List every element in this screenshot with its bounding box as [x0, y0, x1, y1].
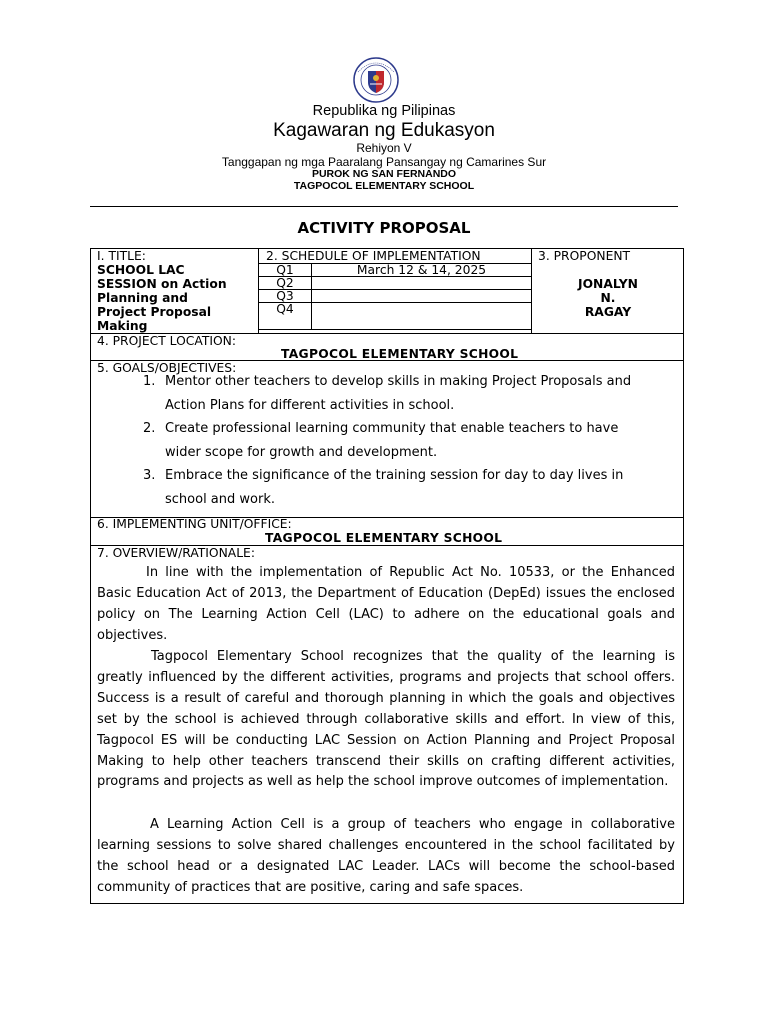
header-region: Rehiyon V: [356, 141, 412, 155]
date-cell: [312, 290, 532, 303]
implementing-label: 6. IMPLEMENTING UNIT/OFFICE:: [97, 517, 292, 531]
schedule-label: 2. SCHEDULE OF IMPLEMENTATION: [266, 249, 481, 263]
quarter-cell: Q1: [259, 264, 312, 277]
list-item: [143, 464, 631, 511]
title-line: Planning and: [97, 291, 188, 305]
document-title: ACTIVITY PROPOSAL: [297, 219, 471, 237]
goal-line: Action Plans for different activities in school.: [165, 397, 455, 413]
goal-line: wider scope for growth and development.: [165, 444, 438, 460]
schedule-table: [258, 263, 532, 330]
proponent-label: 3. PROPONENT: [538, 249, 631, 263]
date-cell: March 12 & 14, 2025: [312, 264, 532, 277]
goals-label: 5. GOALS/OBJECTIVES:: [97, 361, 237, 375]
list-item: [143, 370, 632, 417]
title-line: Project Proposal: [97, 305, 212, 319]
deped-seal-logo: [348, 56, 404, 104]
goals-list: [143, 370, 632, 511]
goal-number: 2.: [143, 421, 156, 436]
header-district: PUROK NG SAN FERNANDO: [311, 168, 457, 180]
list-item: [143, 417, 631, 464]
header-school: TAGPOCOL ELEMENTARY SCHOOL: [293, 180, 475, 192]
overview-paragraph: In line with the implementation of Republic Act No. 10533, or the Enhanced Basic Education Act of 2013, the Department of Education (DepEd) issues the enclosed policy on The Learning Action Cell (LAC) to adhere on the educational goals and objectives.: [97, 565, 680, 643]
goal-number: 3.: [143, 468, 156, 483]
overview-paragraph: Tagpocol Elementary School recognizes that the quality of the learning is greatly influenced by the different activities, programs and projects that school offers. Success is a result of careful and thorough planning in which the goals and objectives set by the school is achieved through collaborative skills and effort. In view of this, Tagpocol ES will be conducting LAC Session on Action Planning and Project Proposal Making to help other teachers transcend their skills on crafting different activities, programs and projects as well as help the school improve outcomes of implementation.: [97, 649, 758, 790]
date-cell: [312, 277, 532, 290]
proponent-name-line: JONALYN: [578, 277, 638, 291]
goal-line: Mentor other teachers to develop skills in making Project Proposals and: [165, 374, 632, 389]
header-department: Kagawaran ng Edukasyon: [273, 120, 495, 141]
table-row: [259, 277, 532, 290]
quarter-cell: Q4: [259, 303, 312, 330]
quarter-cell: Q3: [259, 290, 312, 303]
quarter-cell: Q2: [259, 277, 312, 290]
overview-label: 7. OVERVIEW/RATIONALE:: [97, 546, 255, 560]
implementing-value: TAGPOCOL ELEMENTARY SCHOOL: [265, 531, 503, 545]
goal-number: 1.: [143, 374, 156, 389]
goal-line: Create professional learning community that enable teachers to have: [165, 421, 619, 436]
title-label: I. TITLE:: [97, 249, 146, 263]
date-cell: [312, 303, 532, 330]
overview-paragraph: A Learning Action Cell is a group of teachers who engage in collaborative learning sessions to solve shared challenges encountered in the school facilitated by the school head or a designated LAC Leader. LACs will become the school-based community of practices that are positive, caring and safe spaces.: [97, 817, 680, 895]
proponent-name-line: RAGAY: [584, 305, 632, 319]
table-row: [259, 303, 532, 330]
location-value: TAGPOCOL ELEMENTARY SCHOOL: [281, 347, 519, 361]
location-label: 4. PROJECT LOCATION:: [97, 334, 236, 348]
goal-line: school and work.: [165, 491, 275, 507]
proponent-name-line: N.: [600, 291, 616, 305]
header-divider: [90, 206, 678, 207]
table-row: [259, 264, 532, 277]
title-line: SESSION on Action: [97, 277, 227, 291]
goal-line: Embrace the significance of the training session for day to day lives in: [165, 468, 624, 483]
header-country: Republika ng Pilipinas: [312, 103, 456, 119]
table-row: [259, 290, 532, 303]
title-line: Making: [97, 319, 148, 333]
title-line: SCHOOL LAC: [97, 263, 185, 277]
header-division: Tanggapan ng mga Paaralang Pansangay ng Camarines Sur: [221, 155, 547, 169]
